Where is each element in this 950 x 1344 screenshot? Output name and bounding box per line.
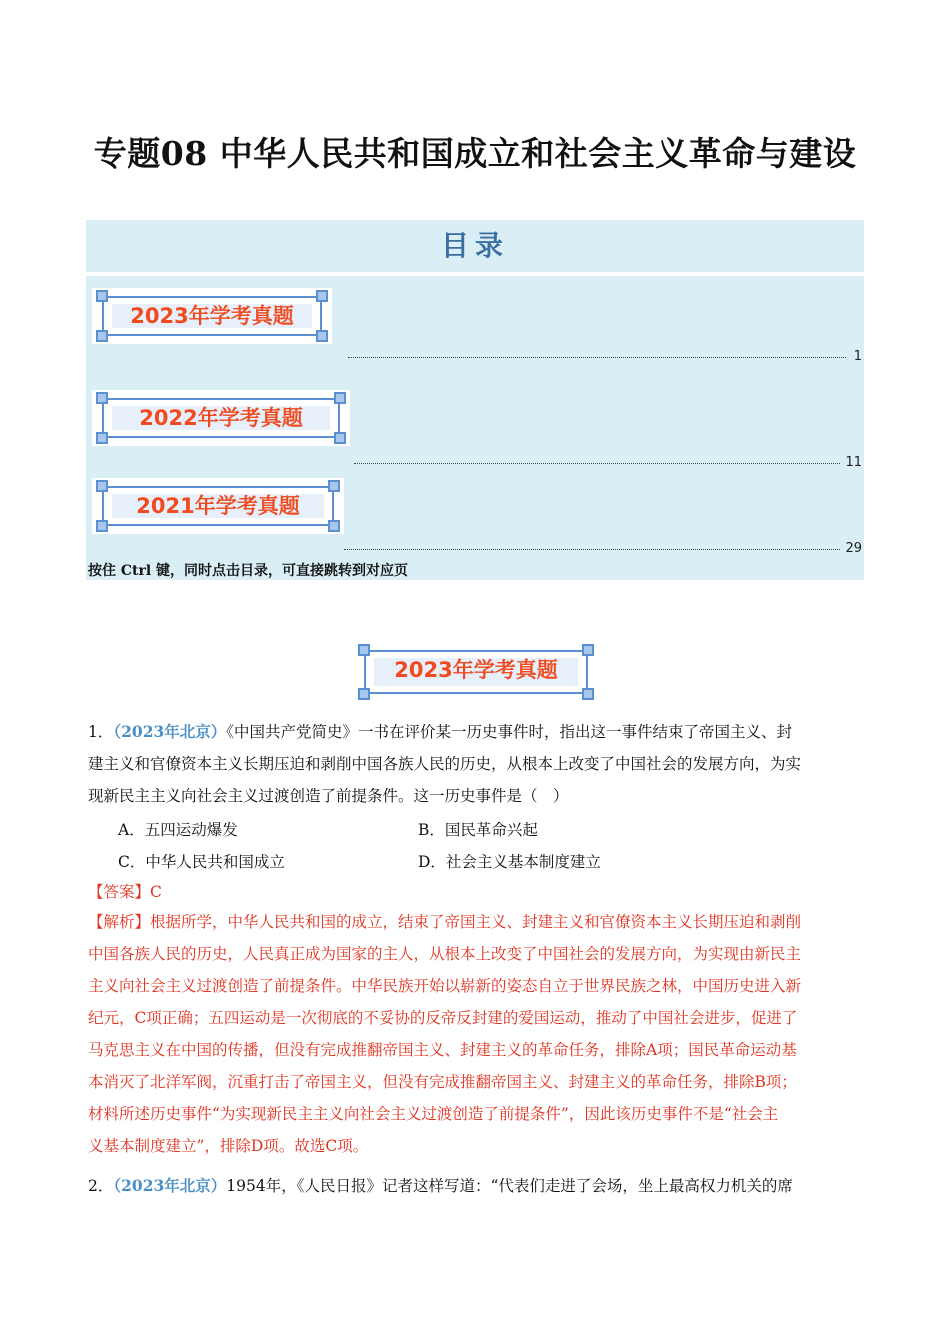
section-badge-2023	[354, 642, 598, 702]
toc-entry-2021[interactable]	[86, 478, 864, 556]
analysis-line: 根据所学，中华人民共和国的成立，结束了帝国主义、封建主义和官僚资本主义长期压迫和剥削	[150, 913, 802, 931]
toc-badge-label: 2021年学考真题	[136, 494, 300, 518]
question-2	[88, 1170, 858, 1202]
toc-page-number: 1	[853, 349, 862, 364]
question-number: 1．	[88, 723, 114, 741]
stem-line: 现新民主主义向社会主义过渡创造了前提条件。这一历史事件是（ ）	[88, 787, 569, 805]
toc-badge-label: 2022年学考真题	[139, 406, 303, 430]
analysis-line: 马克思主义在中国的传播，但没有完成推翻帝国主义、封建主义的革命任务，排除A项；国民革命运动基	[88, 1041, 797, 1059]
toc-hint: 按住 Ctrl 键，同时点击目录，可直接跳转到对应页	[88, 563, 409, 579]
toc-heading-text: 目录	[440, 229, 509, 262]
toc-page-number: 11	[845, 455, 862, 470]
analysis	[88, 906, 858, 1162]
stem-line: 《中国共产党简史》一书在评价某一历史事件时，指出这一事件结束了帝国主义、封	[226, 723, 793, 741]
analysis-line: 义基本制度建立”，排除D项。故选C项。	[88, 1137, 369, 1155]
table-of-contents	[86, 276, 864, 580]
option-c: C．中华人民共和国成立	[118, 853, 285, 871]
stem-line: 1954年，《人民日报》记者这样写道：“代表们走进了会场，坐上最高权力机关的席	[226, 1177, 793, 1195]
toc-badge-2023	[92, 288, 332, 344]
answer-value: C	[150, 883, 162, 901]
question-source: （2023年北京）	[113, 722, 227, 741]
question-1	[88, 716, 858, 812]
answer-label: 【答案】	[88, 883, 151, 901]
toc-leader-dots	[344, 539, 840, 550]
toc-heading	[86, 220, 864, 272]
option-a: A．五四运动爆发	[118, 821, 238, 839]
option-b: B．国民革命兴起	[418, 821, 538, 839]
stem-line: 建主义和官僚资本主义长期压迫和剥削中国各族人民的历史，从根本上改变了中国社会的发展方向，为实	[88, 755, 802, 773]
page-title: 专题08 中华人民共和国成立和社会主义革命与建设	[93, 134, 857, 173]
section-badge-label: 2023年学考真题	[394, 658, 558, 682]
question-number: 2．	[88, 1177, 114, 1195]
toc-badge-2021	[92, 478, 344, 534]
analysis-line: 主义向社会主义过渡创造了前提条件。中华民族开始以崭新的姿态自立于世界民族之林，中国历史进入新	[88, 977, 802, 995]
question-source: （2023年北京）	[113, 1176, 227, 1195]
analysis-line: 纪元，C项正确；五四运动是一次彻底的不妥协的反帝反封建的爱国运动，推动了中国社会进步，促进了	[88, 1009, 798, 1027]
question-stem	[88, 716, 858, 748]
toc-page-number: 29	[845, 541, 862, 556]
toc-entry-2022[interactable]	[86, 388, 864, 470]
analysis-label: 【解析】	[88, 913, 151, 931]
analysis-line: 本消灭了北洋军阀，沉重打击了帝国主义，但没有完成推翻帝国主义、封建主义的革命任务，排除B项；	[88, 1073, 797, 1091]
toc-leader-dots	[354, 453, 840, 464]
analysis-line: 中国各族人民的历史，人民真正成为国家的主人，从根本上改变了中国社会的发展方向，为实现由新民主	[88, 945, 802, 963]
option-d: D．社会主义基本制度建立	[418, 853, 601, 871]
toc-badge-label: 2023年学考真题	[130, 304, 294, 328]
toc-badge-2022	[92, 390, 350, 446]
analysis-line: 材料所述历史事件“为实现新民主主义向社会主义过渡创造了前提条件”，因此该历史事件不是“社会主	[88, 1105, 779, 1123]
toc-leader-dots	[348, 347, 846, 358]
toc-entry-2023[interactable]	[86, 288, 864, 364]
answer	[88, 876, 858, 908]
